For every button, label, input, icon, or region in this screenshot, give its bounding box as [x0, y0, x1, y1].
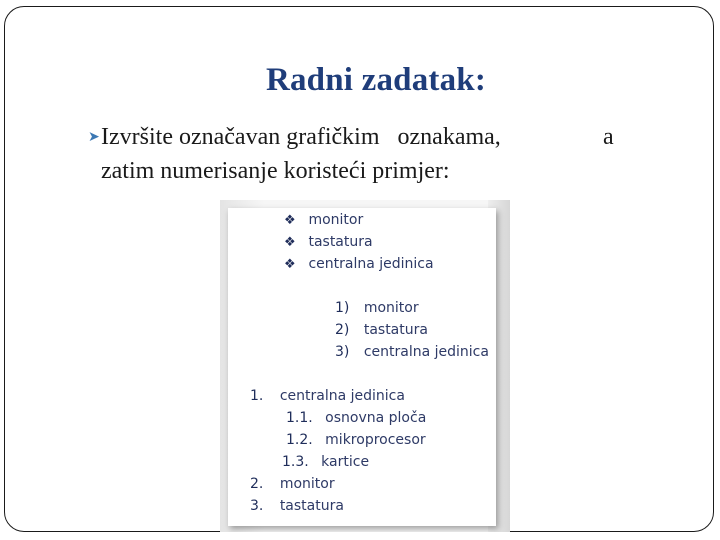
bulleted-item-text: monitor	[308, 212, 364, 228]
multilevel-marker: 2.	[250, 476, 264, 492]
multilevel-item	[250, 498, 344, 514]
numbered-marker: 1)	[335, 300, 350, 316]
numbered-item-text: centralna jedinica	[363, 344, 489, 360]
multilevel-item	[282, 454, 369, 470]
bulleted-item	[284, 256, 434, 272]
numbered-marker: 3)	[335, 344, 350, 360]
numbered-marker: 2)	[335, 322, 350, 338]
bulleted-item-text: tastatura	[308, 234, 373, 250]
numbered-item	[335, 344, 489, 360]
body-line-1	[88, 122, 688, 156]
example-card	[228, 208, 496, 526]
numbered-item-text: monitor	[363, 300, 419, 316]
multilevel-marker: 1.1.	[286, 410, 313, 426]
multilevel-item	[286, 432, 426, 448]
multilevel-marker: 3.	[250, 498, 264, 514]
multilevel-item-text: centralna jedinica	[279, 388, 405, 404]
numbered-item	[335, 322, 428, 338]
diamond-bullet-icon: ❖	[284, 213, 296, 228]
numbered-item-text: tastatura	[363, 322, 428, 338]
multilevel-item-text: monitor	[279, 476, 335, 492]
slide-body	[88, 122, 688, 187]
slide-title: Radni zadatak:	[265, 62, 487, 98]
bulleted-item	[284, 234, 373, 250]
diamond-bullet-icon: ❖	[284, 235, 296, 250]
multilevel-marker: 1.2.	[286, 432, 313, 448]
multilevel-item	[286, 410, 426, 426]
bulleted-item-text: centralna jedinica	[308, 256, 434, 272]
bulleted-item	[284, 212, 363, 228]
numbered-item	[335, 300, 419, 316]
multilevel-item-text: mikroprocesor	[325, 432, 426, 448]
body-text-tail: a	[603, 124, 614, 150]
multilevel-item-text: kartice	[321, 454, 370, 470]
multilevel-item-text: osnovna ploča	[325, 410, 427, 426]
multilevel-item	[250, 388, 405, 404]
multilevel-item	[250, 476, 335, 492]
multilevel-marker: 1.3.	[282, 454, 309, 470]
body-text-line-2: zatim numerisanje koristeći primjer:	[101, 158, 450, 184]
multilevel-item-text: tastatura	[279, 498, 344, 514]
multilevel-marker: 1.	[250, 388, 264, 404]
body-text-line-1: Izvršite označavan grafičkim oznakama,	[101, 124, 501, 150]
example-image	[220, 200, 510, 532]
arrow-bullet-icon: ➤	[88, 130, 100, 145]
diamond-bullet-icon: ❖	[284, 257, 296, 272]
